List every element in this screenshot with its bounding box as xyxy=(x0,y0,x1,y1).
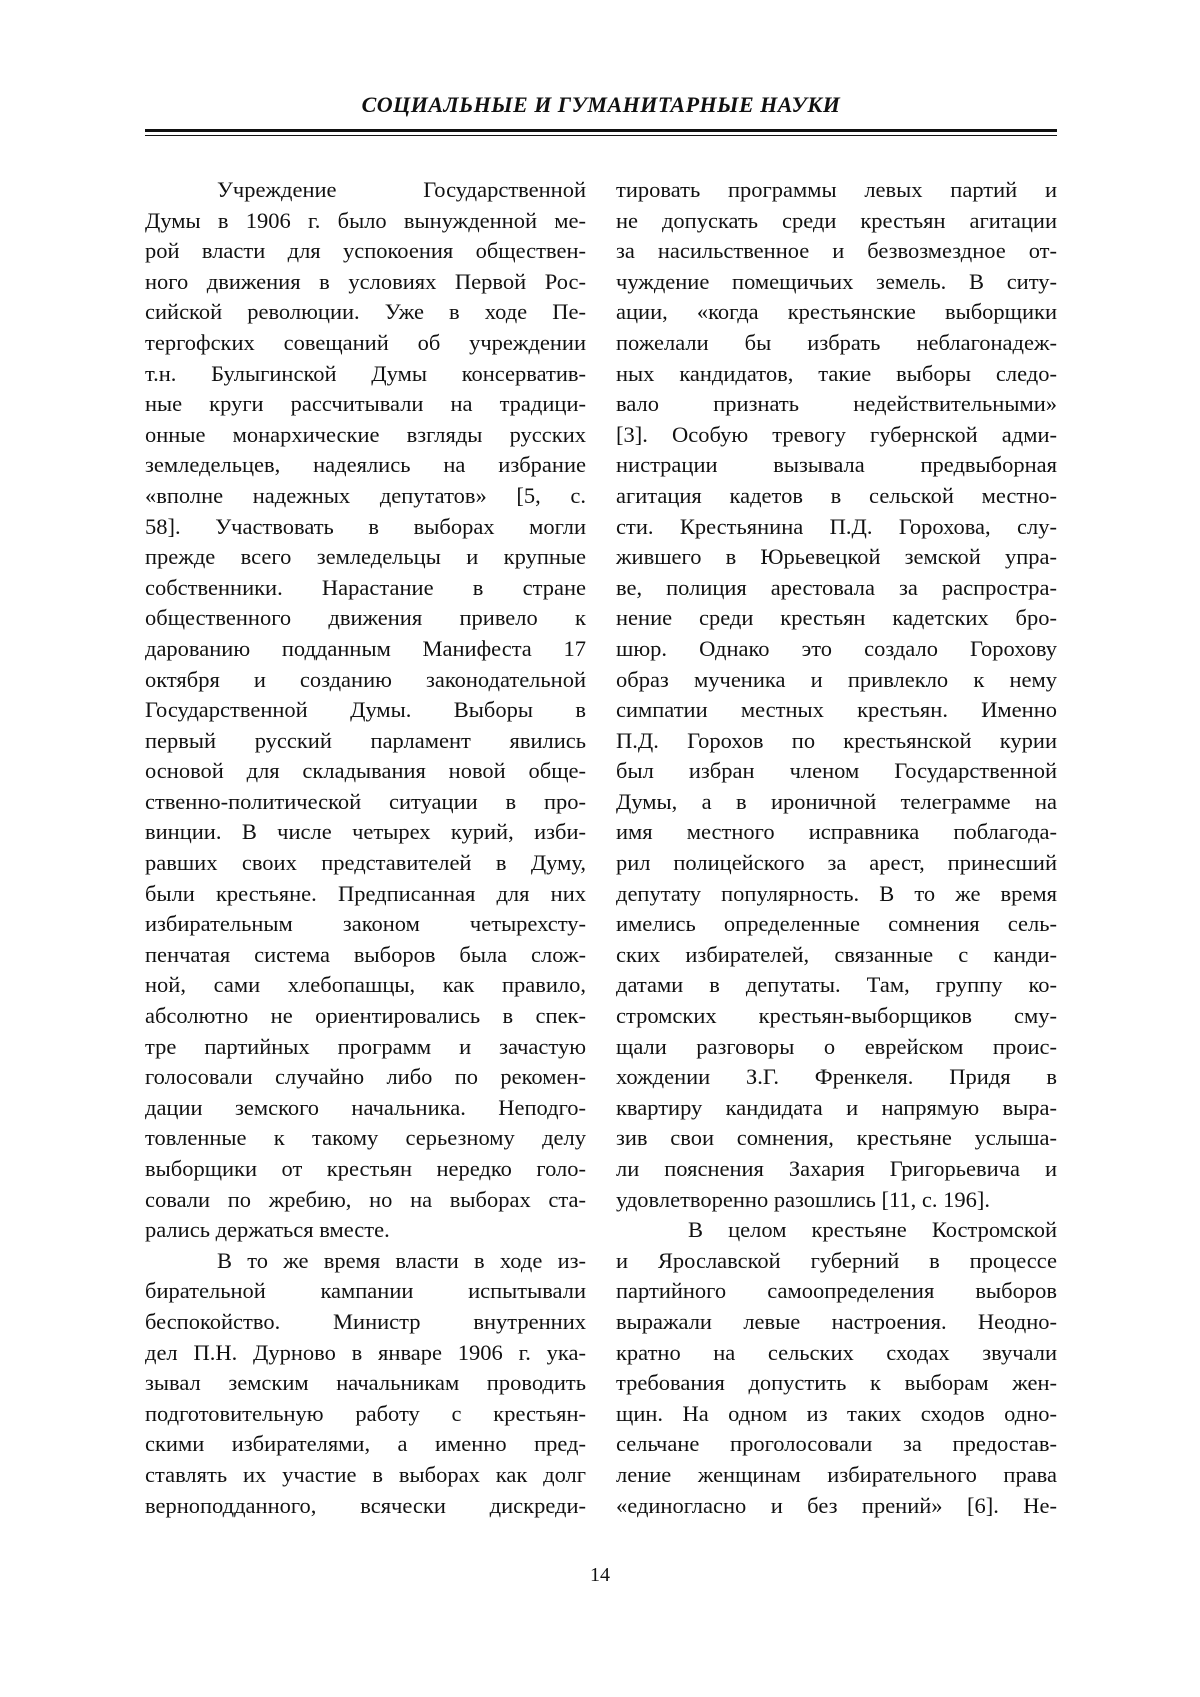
text-line: и Ярославской губерний в процессе xyxy=(616,1246,1057,1277)
text-line: общественного движения привело к xyxy=(145,603,586,634)
text-line: жившего в Юрьевецкой земской упра- xyxy=(616,542,1057,573)
text-line: партийного самоопределения выборов xyxy=(616,1276,1057,1307)
text-line: квартиру кандидата и напрямую выра- xyxy=(616,1093,1057,1124)
text-line: голосовали случайно либо по рекомен- xyxy=(145,1062,586,1093)
text-line: В то же время власти в ходе из- xyxy=(145,1246,586,1277)
text-line: датами в депутаты. Там, группу ко- xyxy=(616,970,1057,1001)
text-line: стромских крестьян-выборщиков сму- xyxy=(616,1001,1057,1032)
text-line: ли пояснения Захария Григорьевича и xyxy=(616,1154,1057,1185)
text-line: дел П.Н. Дурново в январе 1906 г. ука- xyxy=(145,1338,586,1369)
text-line: нение среди крестьян кадетских бро- xyxy=(616,603,1057,634)
text-line: Думы в 1906 г. было вынужденной ме- xyxy=(145,206,586,237)
text-line: тре партийных программ и зачастую xyxy=(145,1032,586,1063)
text-line: ного движения в условиях Первой Рос- xyxy=(145,267,586,298)
text-line: скими избирателями, а именно пред- xyxy=(145,1429,586,1460)
text-line: совали по жребию, но на выборах ста- xyxy=(145,1185,586,1216)
text-line: агитация кадетов в сельской местно- xyxy=(616,481,1057,512)
text-line: выражали левые настроения. Неодно- xyxy=(616,1307,1057,1338)
text-line: образ мученика и привлекло к нему xyxy=(616,665,1057,696)
text-line: имелись определенные сомнения сель- xyxy=(616,909,1057,940)
text-line: депутату популярность. В то же время xyxy=(616,879,1057,910)
text-line: дарованию подданным Манифеста 17 xyxy=(145,634,586,665)
text-line: ных кандидатов, такие выборы следо- xyxy=(616,359,1057,390)
text-line: ной, сами хлебопашцы, как правило, xyxy=(145,970,586,1001)
text-line: бирательной кампании испытывали xyxy=(145,1276,586,1307)
text-line: ставлять их участие в выборах как долг xyxy=(145,1460,586,1491)
text-line: не допускать среди крестьян агитации xyxy=(616,206,1057,237)
text-line: симпатии местных крестьян. Именно xyxy=(616,695,1057,726)
text-line: винции. В числе четырех курий, изби- xyxy=(145,817,586,848)
text-line: ление женщинам избирательного права xyxy=(616,1460,1057,1491)
text-line: пожелали бы избрать неблагонадеж- xyxy=(616,328,1057,359)
header-rule-thick xyxy=(145,129,1057,132)
text-line: сельчане проголосовали за предостав- xyxy=(616,1429,1057,1460)
text-line: нистрации вызывала предвыборная xyxy=(616,450,1057,481)
text-line: удовлетворенно разошлись [11, с. 196]. xyxy=(616,1185,1057,1216)
text-line: Государственной Думы. Выборы в xyxy=(145,695,586,726)
page-number: 14 xyxy=(0,1564,1200,1587)
text-line: рой власти для успокоения обществен- xyxy=(145,236,586,267)
text-line: были крестьяне. Предписанная для них xyxy=(145,879,586,910)
text-line: первый русский парламент явились xyxy=(145,726,586,757)
text-line: сти. Крестьянина П.Д. Горохова, слу- xyxy=(616,512,1057,543)
text-line: прежде всего земледельцы и крупные xyxy=(145,542,586,573)
text-line: «вполне надежных депутатов» [5, с. xyxy=(145,481,586,512)
text-line: имя местного исправника поблагода- xyxy=(616,817,1057,848)
text-line: был избран членом Государственной xyxy=(616,756,1057,787)
text-line: кратно на сельских сходах звучали xyxy=(616,1338,1057,1369)
text-line: Думы, а в ироничной телеграмме на xyxy=(616,787,1057,818)
text-line: щин. На одном из таких сходов одно- xyxy=(616,1399,1057,1430)
text-line: щали разговоры о еврейском проис- xyxy=(616,1032,1057,1063)
text-line: зывал земским начальникам проводить xyxy=(145,1368,586,1399)
running-header: СОЦИАЛЬНЫЕ И ГУМАНИТАРНЫЕ НАУКИ xyxy=(145,92,1057,118)
text-line: земледельцев, надеялись на избрание xyxy=(145,450,586,481)
text-line: за насильственное и безвозмездное от- xyxy=(616,236,1057,267)
text-line: абсолютно не ориентировались в спек- xyxy=(145,1001,586,1032)
text-line: онные монархические взгляды русских xyxy=(145,420,586,451)
text-line: товленные к такому серьезному делу xyxy=(145,1123,586,1154)
text-line: т.н. Булыгинской Думы консерватив- xyxy=(145,359,586,390)
text-line: дации земского начальника. Неподго- xyxy=(145,1093,586,1124)
text-line: равших своих представителей в Думу, xyxy=(145,848,586,879)
text-line: основой для складывания новой обще- xyxy=(145,756,586,787)
header-rule-thin xyxy=(145,135,1057,136)
text-line: октября и созданию законодательной xyxy=(145,665,586,696)
text-line: вало признать недействительными» xyxy=(616,389,1057,420)
text-line: рались держаться вместе. xyxy=(145,1215,586,1246)
text-line: собственники. Нарастание в стране xyxy=(145,573,586,604)
text-line: пенчатая система выборов была слож- xyxy=(145,940,586,971)
text-line: верноподданного, всячески дискреди- xyxy=(145,1491,586,1522)
text-line: [3]. Особую тревогу губернской адми- xyxy=(616,420,1057,451)
text-line: ации, «когда крестьянские выборщики xyxy=(616,297,1057,328)
text-line: ные круги рассчитывали на традици- xyxy=(145,389,586,420)
text-line: сийской революции. Уже в ходе Пе- xyxy=(145,297,586,328)
text-line: избирательным законом четырехсту- xyxy=(145,909,586,940)
text-column-left xyxy=(145,175,586,1521)
text-line: хождении З.Г. Френкеля. Придя в xyxy=(616,1062,1057,1093)
text-line: выборщики от крестьян нередко голо- xyxy=(145,1154,586,1185)
text-line: ве, полиция арестовала за распростра- xyxy=(616,573,1057,604)
text-column-right xyxy=(616,175,1057,1521)
text-line: зив свои сомнения, крестьяне услыша- xyxy=(616,1123,1057,1154)
text-line: «единогласно и без прений» [6]. Не- xyxy=(616,1491,1057,1522)
text-line: В целом крестьяне Костромской xyxy=(616,1215,1057,1246)
text-line: беспокойство. Министр внутренних xyxy=(145,1307,586,1338)
text-line: тергофских совещаний об учреждении xyxy=(145,328,586,359)
text-line: 58]. Участвовать в выборах могли xyxy=(145,512,586,543)
text-line: рил полицейского за арест, принесший xyxy=(616,848,1057,879)
text-line: требования допустить к выборам жен- xyxy=(616,1368,1057,1399)
text-line: ских избирателей, связанные с канди- xyxy=(616,940,1057,971)
text-line: чуждение помещичьих земель. В ситу- xyxy=(616,267,1057,298)
text-line: тировать программы левых партий и xyxy=(616,175,1057,206)
text-line: П.Д. Горохов по крестьянской курии xyxy=(616,726,1057,757)
text-line: шюр. Однако это создало Горохову xyxy=(616,634,1057,665)
text-line: подготовительную работу с крестьян- xyxy=(145,1399,586,1430)
text-line: Учреждение Государственной xyxy=(145,175,586,206)
text-line: ственно-политической ситуации в про- xyxy=(145,787,586,818)
